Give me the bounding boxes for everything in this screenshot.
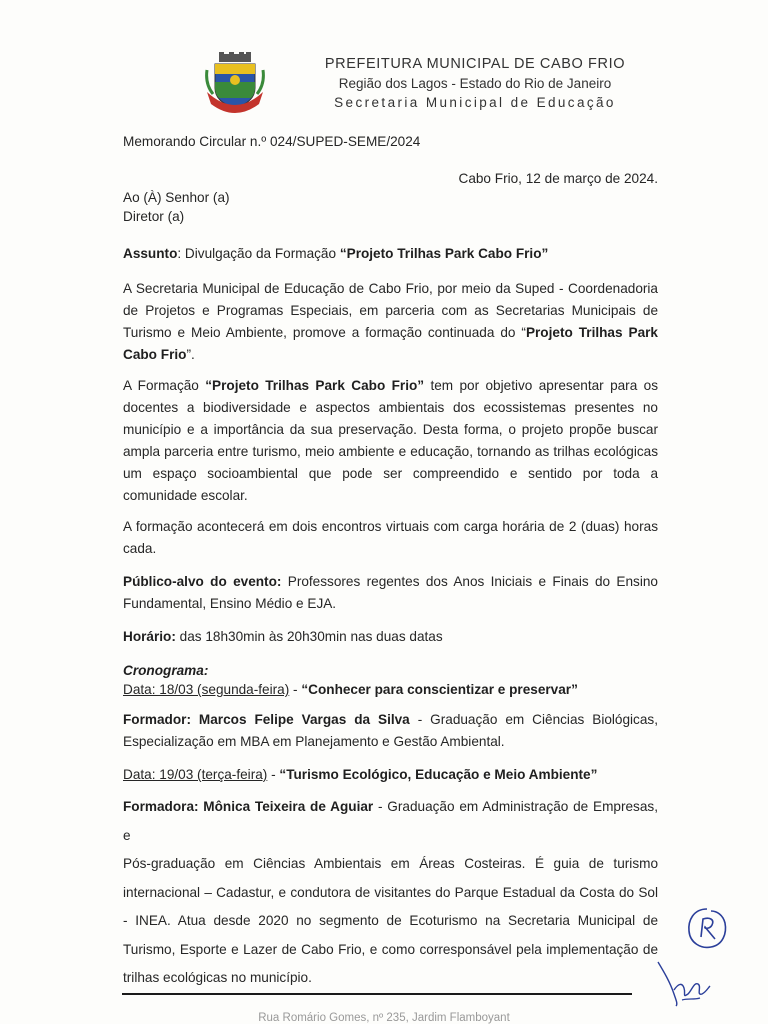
municipality-title: PREFEITURA MUNICIPAL DE CABO FRIO xyxy=(324,56,626,72)
region-subtitle: Região dos Lagos - Estado do Rio de Janeiro xyxy=(338,76,612,91)
subject-title: “Projeto Trilhas Park Cabo Frio” xyxy=(339,246,549,261)
session-2-header: Data: 19/03 (terça-feira) - “Turismo Ecológico, Educação e Meio Ambiente” xyxy=(123,767,598,782)
schedule-line: Horário: das 18h30min às 20h30min nas duas datas xyxy=(123,629,443,644)
department-subtitle: Secretaria Municipal de Educação xyxy=(334,95,616,110)
session-2-trainer: Formadora: Mônica Teixeira de Aguiar - Graduação em Administração de Empresas, e Pós-graduação em Ciências Ambientais em Áreas Costeiras. É guia de turismo internacional – Cadastur, e condutora de visitantes do Parque Estadual da Costa do Sol - INEA. Atua desde 2020 no segmento de Ecoturismo na Secretaria Municipal de Turismo, Esporte e Lazer de Cabo Frio, e como corresponsável pela implementação de trilhas ecológicas no município. xyxy=(123,799,658,985)
session-1-header: Data: 18/03 (segunda-feira) - “Conhecer para conscientizar e preservar” xyxy=(123,682,578,697)
municipal-crest-icon xyxy=(205,52,265,114)
subject-line: Assunto: Divulgação da Formação “Projeto Trilhas Park Cabo Frio” xyxy=(123,246,549,261)
handwritten-signature xyxy=(652,960,712,1010)
date-line: Cabo Frio, 12 de março de 2024. xyxy=(458,171,658,186)
timeline-heading: Cronograma: xyxy=(123,663,209,678)
footer-address: Rua Romário Gomes, nº 235, Jardim Flamboyant xyxy=(258,1012,510,1024)
recipient-line-2: Diretor (a) xyxy=(123,209,185,224)
audience-paragraph: Público-alvo do evento: Professores regentes dos Anos Iniciais e Finais do Ensino Fundamental, Ensino Médio e EJA. xyxy=(123,574,658,611)
memo-number: Memorando Circular n.º 024/SUPED-SEME/2024 xyxy=(123,134,421,149)
subject-label: Assunto xyxy=(123,246,178,261)
session-1-trainer: Formador: Marcos Felipe Vargas da Silva - Graduação em Ciências Biológicas, Especialização em MBA em Planejamento e Gestão Ambiental. xyxy=(123,712,658,749)
letterhead xyxy=(205,52,655,114)
recipient-line-1: Ao (À) Senhor (a) xyxy=(123,190,230,205)
format-paragraph: A formação acontecerá em dois encontros virtuais com carga horária de 2 (duas) horas cada. xyxy=(123,519,658,556)
intro-paragraph: A Secretaria Municipal de Educação de Cabo Frio, por meio da Suped - Coordenadoria de Projetos e Programas Especiais, em parceria com as Secretarias Municipais de Turismo e Meio Ambiente, promove a formação continuada do “Projeto Trilhas Park Cabo Frio”. xyxy=(123,281,658,362)
objective-paragraph: A Formação “Projeto Trilhas Park Cabo Frio” tem por objetivo apresentar para os docentes a biodiversidade e aspectos ambientais dos ecossistemas presentes no município e a importância da sua preservação. Desta forma, o projeto propõe buscar ampla parceria entre turismo, meio ambiente e educação, tornando as trilhas ecológicas um espaço socioambiental que pode ser compreendido e sentido por toda a comunidade escolar. xyxy=(123,378,658,503)
initials-signature xyxy=(685,905,729,951)
footer-divider xyxy=(122,993,632,995)
